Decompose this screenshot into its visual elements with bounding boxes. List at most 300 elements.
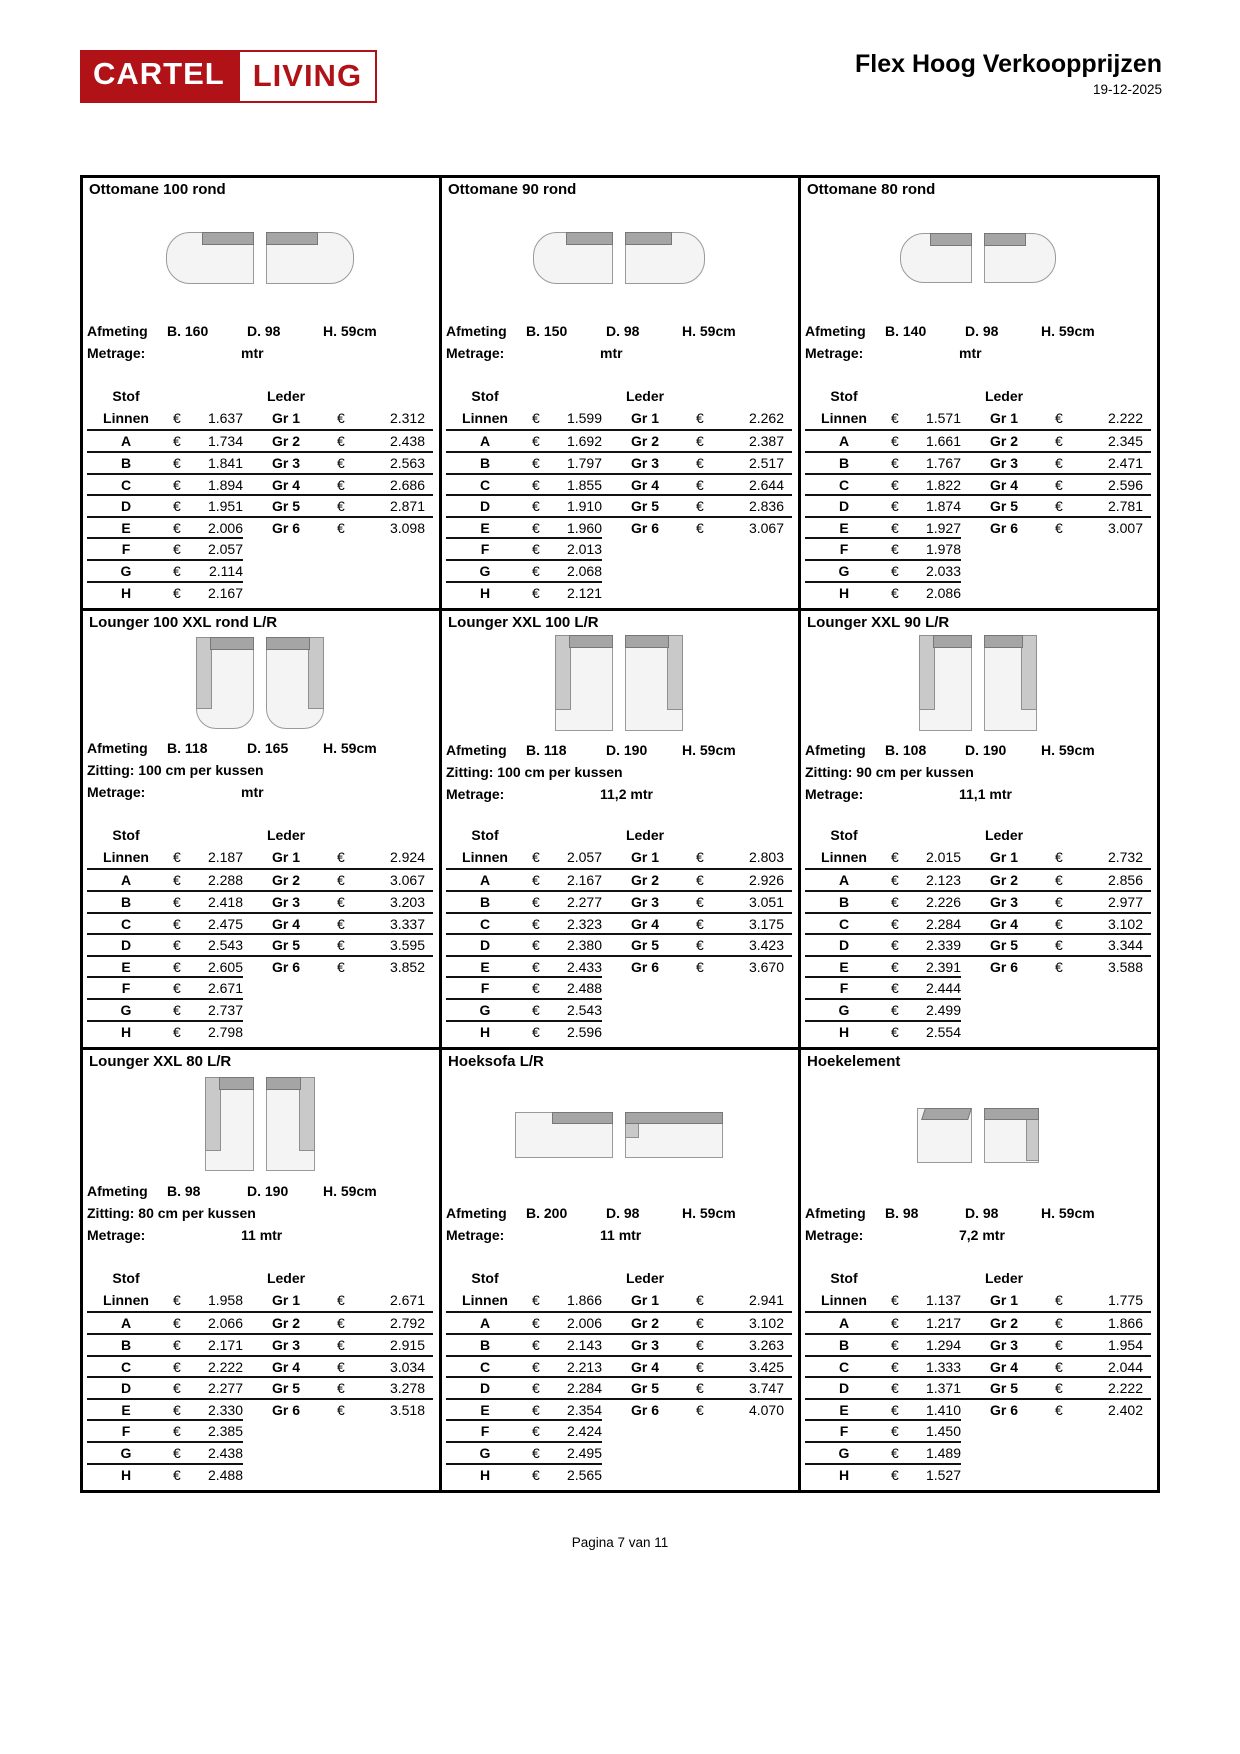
leder-grade: Gr 5 <box>989 1380 1018 1397</box>
hoogte-value: H. 59cm <box>1041 1205 1095 1222</box>
euro-sign: € <box>696 1291 704 1308</box>
leder-price: 2.596 <box>1107 476 1143 493</box>
leder-grade: Gr 6 <box>630 519 659 536</box>
price-table-header <box>805 386 1151 408</box>
euro-sign: € <box>1055 937 1063 954</box>
stof-grade: F <box>87 1419 165 1442</box>
leder-grade: Gr 4 <box>989 476 1018 493</box>
stof-price: 1.910 <box>566 498 602 515</box>
leder-price: 2.517 <box>748 454 784 471</box>
stof-header: Stof <box>112 827 140 844</box>
leder-grade: Gr 4 <box>271 476 300 493</box>
euro-sign: € <box>532 1291 540 1308</box>
leder-price: 3.423 <box>748 937 784 954</box>
euro-sign: € <box>173 958 181 975</box>
armrest-shape <box>299 1077 315 1151</box>
euro-sign: € <box>524 1463 550 1486</box>
euro-sign: € <box>337 937 345 954</box>
metrage-value: 11 mtr <box>241 1227 283 1244</box>
stof-grade: C <box>479 915 491 932</box>
euro-sign: € <box>1055 894 1063 911</box>
price-row <box>87 1311 433 1333</box>
panel-grid <box>80 175 1160 1493</box>
armrest-shape <box>667 635 683 710</box>
stof-price: 1.637 <box>207 409 243 426</box>
backrest-shape <box>625 1112 723 1124</box>
leder-price: 2.438 <box>389 433 425 450</box>
stof-grade: E <box>480 519 490 536</box>
breedte-value: B. 98 <box>885 1205 919 1222</box>
armrest-shape <box>308 637 324 709</box>
price-row <box>805 912 1151 934</box>
afmeting-label: Afmeting <box>805 742 866 759</box>
leder-price: 2.644 <box>748 476 784 493</box>
leder-grade: Gr 5 <box>271 1380 300 1397</box>
stof-grade: Linnen <box>462 848 508 865</box>
euro-sign: € <box>696 937 704 954</box>
price-row <box>87 998 433 1020</box>
euro-sign: € <box>1055 1401 1063 1418</box>
stof-grade: D <box>838 498 850 515</box>
stof-grade: E <box>121 958 131 975</box>
stof-grade: D <box>479 937 491 954</box>
euro-sign: € <box>891 872 899 889</box>
euro-sign: € <box>524 976 550 999</box>
price-row <box>805 1463 1151 1485</box>
stof-price: 1.661 <box>925 433 961 450</box>
leder-price: 2.312 <box>389 409 425 426</box>
euro-sign: € <box>883 581 909 604</box>
lounger-icon <box>87 1076 433 1180</box>
euro-sign: € <box>891 1291 899 1308</box>
euro-sign: € <box>337 915 345 932</box>
stof-price: 2.554 <box>909 1020 961 1043</box>
euro-sign: € <box>891 1380 899 1397</box>
hoekelement-icon <box>805 1076 1151 1202</box>
euro-sign: € <box>1055 1358 1063 1375</box>
euro-sign: € <box>891 409 899 426</box>
leder-grade: Gr 2 <box>271 1315 300 1332</box>
price-table-header <box>87 1268 433 1290</box>
price-row <box>87 1020 433 1042</box>
product-panel <box>83 1050 439 1490</box>
backrest-shape <box>933 635 972 648</box>
backrest-shape <box>625 232 672 245</box>
stof-grade: E <box>480 958 490 975</box>
euro-sign: € <box>891 894 899 911</box>
panel-title: Lounger XXL 100 L/R <box>448 614 599 632</box>
leder-price: 2.402 <box>1107 1401 1143 1418</box>
panel-title: Ottomane 90 rond <box>448 181 577 199</box>
hoogte-value: H. 59cm <box>323 323 377 340</box>
metrage-label: Metrage: <box>87 784 146 801</box>
metrage-value: mtr <box>600 345 623 362</box>
price-row <box>446 429 792 451</box>
leder-price: 2.671 <box>389 1291 425 1308</box>
stof-grade: F <box>87 537 165 560</box>
stof-price: 1.571 <box>925 409 961 426</box>
stof-grade: H <box>805 1020 883 1043</box>
stof-price: 1.927 <box>925 519 961 536</box>
euro-sign: € <box>337 893 345 910</box>
leder-price: 3.518 <box>389 1401 425 1418</box>
leder-grade: Gr 2 <box>989 1315 1018 1332</box>
stof-price: 2.323 <box>566 915 602 932</box>
stof-price: 2.565 <box>550 1463 602 1486</box>
metrage-line <box>805 342 1151 364</box>
price-table-header <box>446 386 792 408</box>
metrage-label: Metrage: <box>446 786 505 803</box>
spacer <box>446 1246 792 1268</box>
metrage-line <box>446 783 792 805</box>
leder-price: 2.781 <box>1107 498 1143 515</box>
euro-sign: € <box>1055 1315 1063 1332</box>
leder-price: 3.278 <box>389 1380 425 1397</box>
stof-grade: B <box>120 454 132 471</box>
price-row <box>446 976 792 998</box>
leder-price: 2.856 <box>1107 872 1143 889</box>
euro-sign: € <box>173 519 181 536</box>
euro-sign: € <box>883 559 909 582</box>
leder-price: 3.175 <box>748 915 784 932</box>
leder-grade: Gr 4 <box>630 1358 659 1375</box>
price-row <box>446 516 792 538</box>
metrage-line <box>805 783 1151 805</box>
price-row <box>87 976 433 998</box>
leder-price: 3.067 <box>748 519 784 536</box>
stof-price: 2.222 <box>207 1358 243 1375</box>
seat-right-shape <box>984 1108 1039 1163</box>
euro-sign: € <box>696 476 704 493</box>
euro-sign: € <box>532 915 540 932</box>
euro-sign: € <box>337 848 345 865</box>
stof-grade: E <box>121 1401 131 1418</box>
euro-sign: € <box>524 1419 550 1442</box>
stof-grade: B <box>479 894 491 911</box>
seat-right-shape <box>266 637 324 729</box>
metrage-value: mtr <box>959 345 982 362</box>
price-row <box>446 847 792 869</box>
euro-sign: € <box>696 519 704 536</box>
diepte-value: D. 98 <box>247 323 281 340</box>
breedte-value: B. 118 <box>167 740 208 757</box>
spacer <box>87 1246 433 1268</box>
leder-grade: Gr 6 <box>989 958 1018 975</box>
metrage-value: 7,2 mtr <box>959 1227 1005 1244</box>
stof-price: 1.841 <box>207 454 243 471</box>
stof-grade: A <box>838 872 850 889</box>
seat-left-shape <box>166 232 254 284</box>
ottomane-rond-icon <box>805 204 1151 320</box>
spacer <box>446 364 792 386</box>
euro-sign: € <box>337 1401 345 1418</box>
stof-price: 2.167 <box>566 872 602 889</box>
leder-price: 2.926 <box>748 872 784 889</box>
leder-grade: Gr 3 <box>630 454 659 471</box>
euro-sign: € <box>532 894 540 911</box>
price-row <box>446 1290 792 1312</box>
euro-sign: € <box>1055 915 1063 932</box>
euro-sign: € <box>1055 872 1063 889</box>
stof-price: 2.543 <box>207 937 243 954</box>
leder-grade: Gr 3 <box>271 1336 300 1353</box>
stof-grade: A <box>838 433 850 450</box>
leder-price: 1.866 <box>1107 1315 1143 1332</box>
price-row <box>446 473 792 495</box>
stof-grade: E <box>839 958 849 975</box>
stof-header: Stof <box>112 1270 140 1287</box>
stof-price: 2.226 <box>925 894 961 911</box>
euro-sign: € <box>173 915 181 932</box>
euro-sign: € <box>1055 476 1063 493</box>
leder-price: 3.670 <box>748 958 784 975</box>
stof-price: 2.086 <box>909 581 961 604</box>
euro-sign: € <box>337 498 345 515</box>
stof-price: 2.438 <box>191 1441 243 1464</box>
stof-grade: C <box>479 476 491 493</box>
stof-grade: H <box>87 581 165 604</box>
leder-price: 3.595 <box>389 937 425 954</box>
euro-sign: € <box>883 1419 909 1442</box>
stof-price: 2.143 <box>566 1336 602 1353</box>
price-table <box>87 1268 433 1484</box>
stof-grade: A <box>479 1315 491 1332</box>
euro-sign: € <box>173 1401 181 1418</box>
price-row <box>446 581 792 603</box>
stof-grade: H <box>805 581 883 604</box>
product-panel <box>442 1050 798 1490</box>
stof-price: 2.543 <box>550 998 602 1021</box>
product-panel <box>442 178 798 608</box>
euro-sign: € <box>173 1315 181 1332</box>
euro-sign: € <box>1055 1336 1063 1353</box>
price-row <box>87 868 433 890</box>
backrest-shape <box>921 1108 972 1120</box>
euro-sign: € <box>165 1463 191 1486</box>
stof-grade: E <box>480 1401 490 1418</box>
leder-grade: Gr 2 <box>630 433 659 450</box>
metrage-label: Metrage: <box>446 1227 505 1244</box>
stof-price: 2.187 <box>207 848 243 865</box>
price-row <box>805 429 1151 451</box>
euro-sign: € <box>524 1441 550 1464</box>
stof-price: 1.874 <box>925 498 961 515</box>
euro-sign: € <box>532 1358 540 1375</box>
metrage-value: mtr <box>241 345 264 362</box>
stof-grade: E <box>839 1401 849 1418</box>
euro-sign: € <box>337 1315 345 1332</box>
price-row <box>87 955 433 977</box>
leder-price: 3.034 <box>389 1358 425 1375</box>
euro-sign: € <box>696 454 704 471</box>
euro-sign: € <box>165 581 191 604</box>
euro-sign: € <box>532 409 540 426</box>
stof-grade: C <box>838 915 850 932</box>
price-row <box>446 998 792 1020</box>
stof-grade: G <box>446 559 524 582</box>
leder-price: 2.222 <box>1107 409 1143 426</box>
price-row <box>805 537 1151 559</box>
leder-grade: Gr 2 <box>989 433 1018 450</box>
price-row <box>805 408 1151 430</box>
afmeting-label: Afmeting <box>446 323 507 340</box>
stof-grade: D <box>479 1380 491 1397</box>
euro-sign: € <box>337 476 345 493</box>
euro-sign: € <box>891 519 899 536</box>
price-row <box>446 1376 792 1398</box>
leder-grade: Gr 5 <box>630 937 659 954</box>
price-row <box>805 516 1151 538</box>
leder-price: 2.563 <box>389 454 425 471</box>
leder-price: 2.871 <box>389 498 425 515</box>
leder-grade: Gr 2 <box>271 872 300 889</box>
price-row <box>87 1376 433 1398</box>
price-row <box>805 847 1151 869</box>
stof-price: 2.006 <box>207 519 243 536</box>
leder-grade: Gr 1 <box>630 409 659 426</box>
price-row <box>87 473 433 495</box>
price-table <box>446 825 792 1041</box>
spacer <box>805 805 1151 825</box>
price-row <box>446 955 792 977</box>
leder-grade: Gr 2 <box>630 872 659 889</box>
stof-grade: Linnen <box>462 1291 508 1308</box>
stof-grade: Linnen <box>462 409 508 426</box>
euro-sign: € <box>696 958 704 975</box>
leder-price: 2.792 <box>389 1315 425 1332</box>
euro-sign: € <box>337 433 345 450</box>
euro-sign: € <box>532 433 540 450</box>
leder-price: 2.387 <box>748 433 784 450</box>
euro-sign: € <box>891 958 899 975</box>
backrest-shape <box>569 635 613 648</box>
metrage-label: Metrage: <box>446 345 505 362</box>
stof-price: 2.066 <box>207 1315 243 1332</box>
diepte-value: D. 98 <box>965 1205 999 1222</box>
stof-price: 2.671 <box>191 976 243 999</box>
panel-title: Hoekelement <box>807 1053 901 1071</box>
leder-grade: Gr 3 <box>989 454 1018 471</box>
stof-price: 2.339 <box>925 937 961 954</box>
price-row <box>87 1333 433 1355</box>
product-panel <box>83 611 439 1047</box>
stof-price: 1.951 <box>207 498 243 515</box>
leder-grade: Gr 1 <box>630 848 659 865</box>
stof-grade: H <box>446 1463 524 1486</box>
price-row <box>805 890 1151 912</box>
stof-price: 2.057 <box>191 537 243 560</box>
euro-sign: € <box>173 1291 181 1308</box>
leder-grade: Gr 3 <box>630 894 659 911</box>
leder-price: 3.852 <box>389 958 425 975</box>
seat-left-shape <box>196 637 254 729</box>
stof-grade: B <box>838 894 850 911</box>
euro-sign: € <box>891 476 899 493</box>
stof-price: 1.692 <box>566 433 602 450</box>
stof-price: 1.599 <box>566 409 602 426</box>
stof-price: 2.488 <box>191 1463 243 1486</box>
leder-grade: Gr 3 <box>630 1336 659 1353</box>
euro-sign: € <box>165 559 191 582</box>
stof-price: 1.960 <box>566 519 602 536</box>
stof-grade: H <box>87 1020 165 1043</box>
stof-price: 2.798 <box>191 1020 243 1043</box>
price-row <box>446 451 792 473</box>
spacer <box>805 364 1151 386</box>
dimensions-line <box>87 737 433 759</box>
price-row <box>805 494 1151 516</box>
stof-price: 2.596 <box>550 1020 602 1043</box>
stof-price: 2.424 <box>550 1419 602 1442</box>
stof-price: 2.433 <box>566 958 602 975</box>
price-row <box>805 1355 1151 1377</box>
panel-title: Lounger 100 XXL rond L/R <box>89 614 278 632</box>
metrage-line <box>446 342 792 364</box>
price-row <box>87 847 433 869</box>
euro-sign: € <box>891 1315 899 1332</box>
price-row <box>87 890 433 912</box>
euro-sign: € <box>337 1336 345 1353</box>
breedte-value: B. 118 <box>526 742 567 759</box>
leder-price: 2.471 <box>1107 454 1143 471</box>
leder-grade: Gr 1 <box>989 409 1018 426</box>
price-row <box>805 1376 1151 1398</box>
page-header <box>0 0 1240 103</box>
leder-price: 2.222 <box>1107 1380 1143 1397</box>
seat-left-shape <box>533 232 613 284</box>
euro-sign: € <box>165 998 191 1021</box>
afmeting-label: Afmeting <box>87 1183 148 1200</box>
leder-grade: Gr 5 <box>630 498 659 515</box>
stof-grade: E <box>839 519 849 536</box>
price-row <box>446 1355 792 1377</box>
euro-sign: € <box>883 1463 909 1486</box>
metrage-line <box>446 1224 792 1246</box>
stof-header: Stof <box>471 827 499 844</box>
stof-grade: H <box>805 1463 883 1486</box>
euro-sign: € <box>173 1380 181 1397</box>
price-row <box>805 1311 1151 1333</box>
breedte-value: B. 160 <box>167 323 209 340</box>
stof-grade: B <box>479 1336 491 1353</box>
leder-price: 3.747 <box>748 1380 784 1397</box>
stof-grade: F <box>446 976 524 999</box>
price-table <box>805 1268 1151 1484</box>
price-row <box>87 559 433 581</box>
diepte-value: D. 190 <box>965 742 1007 759</box>
stof-grade: F <box>805 1419 883 1442</box>
price-row <box>87 451 433 473</box>
stof-price: 2.277 <box>566 894 602 911</box>
euro-sign: € <box>337 409 345 426</box>
hoogte-value: H. 59cm <box>682 1205 736 1222</box>
euro-sign: € <box>1055 409 1063 426</box>
euro-sign: € <box>883 998 909 1021</box>
price-row <box>87 1441 433 1463</box>
dimensions-line <box>805 739 1151 761</box>
spacer <box>805 1246 1151 1268</box>
stof-price: 1.866 <box>566 1291 602 1308</box>
diepte-value: D. 165 <box>247 740 289 757</box>
price-row <box>87 537 433 559</box>
price-row <box>805 1419 1151 1441</box>
stof-grade: G <box>87 998 165 1021</box>
stof-grade: F <box>805 976 883 999</box>
zitting-note: Zitting: 100 cm per kussen <box>87 762 264 779</box>
stof-price: 2.385 <box>191 1419 243 1442</box>
stof-grade: F <box>446 537 524 560</box>
price-table <box>87 825 433 1041</box>
